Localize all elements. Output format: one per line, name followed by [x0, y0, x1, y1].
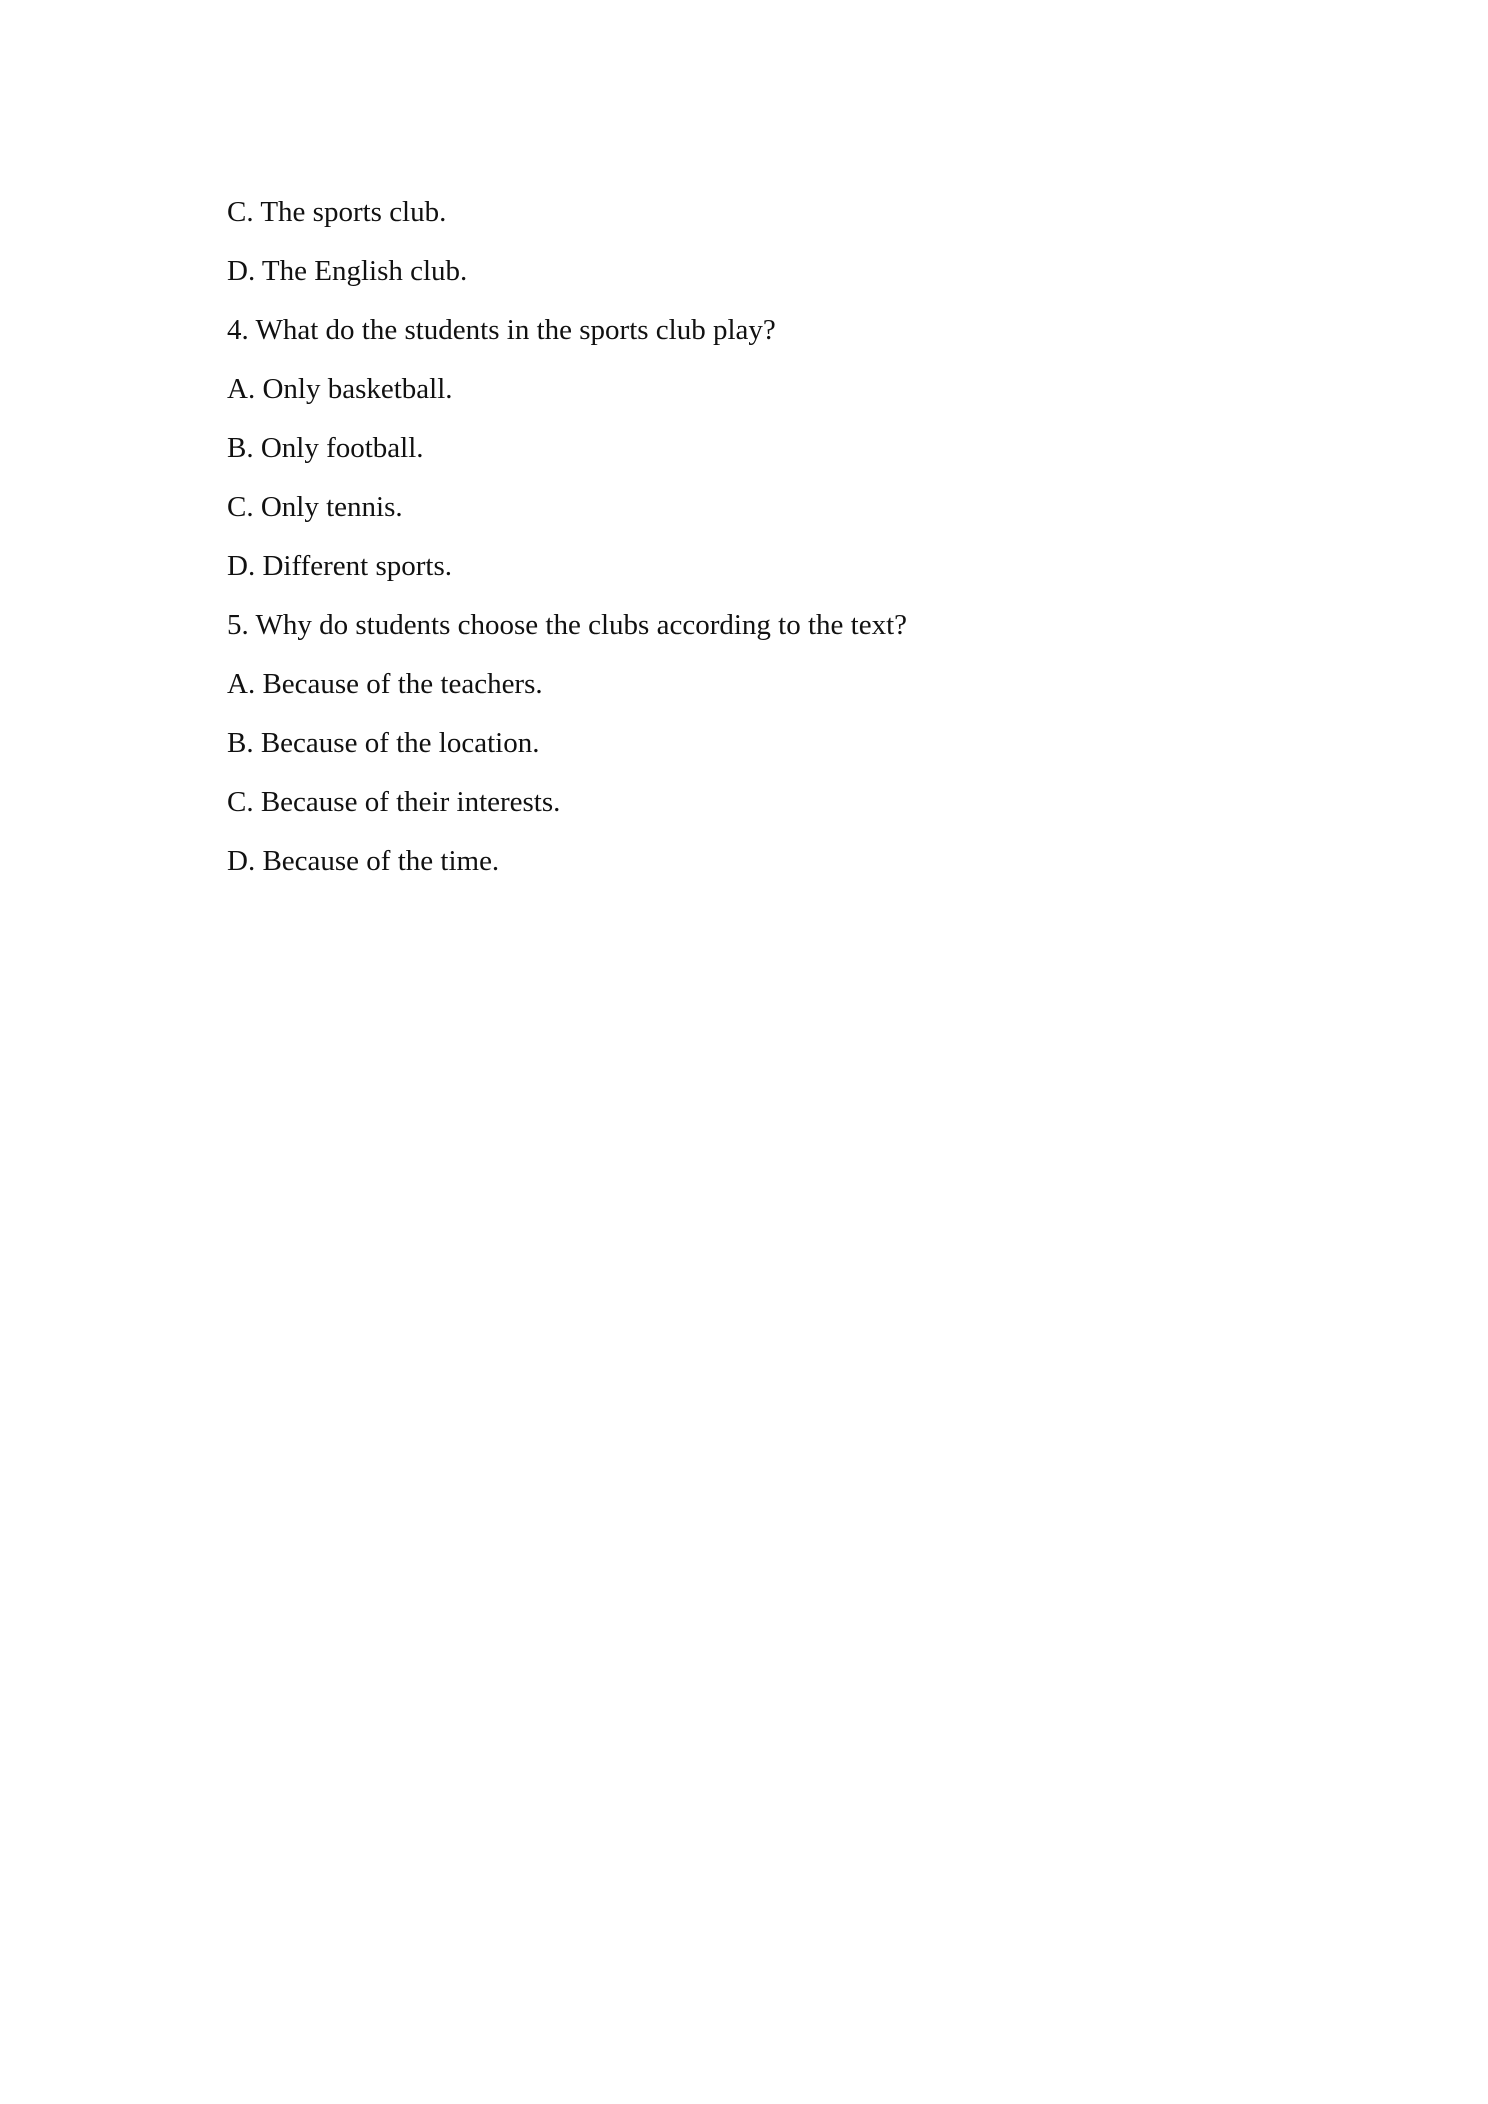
- q3-option-d: D. The English club.: [227, 255, 468, 287]
- document-body: [227, 190, 1327, 898]
- q5-option-a: A. Because of the teachers.: [227, 668, 543, 700]
- q3-option-c: C. The sports club.: [227, 196, 447, 228]
- question-5-prompt: 5. Why do students choose the clubs according to the text?: [227, 609, 907, 641]
- q4-option-d: D. Different sports.: [227, 550, 452, 582]
- q5-option-b: B. Because of the location.: [227, 727, 540, 759]
- q5-option-c: C. Because of their interests.: [227, 786, 561, 818]
- question-4-prompt: 4. What do the students in the sports club play?: [227, 314, 776, 346]
- q4-option-a: A. Only basketball.: [227, 373, 453, 405]
- q4-option-c: C. Only tennis.: [227, 491, 403, 523]
- q5-option-d: D. Because of the time.: [227, 845, 500, 877]
- q4-option-b: B. Only football.: [227, 432, 424, 464]
